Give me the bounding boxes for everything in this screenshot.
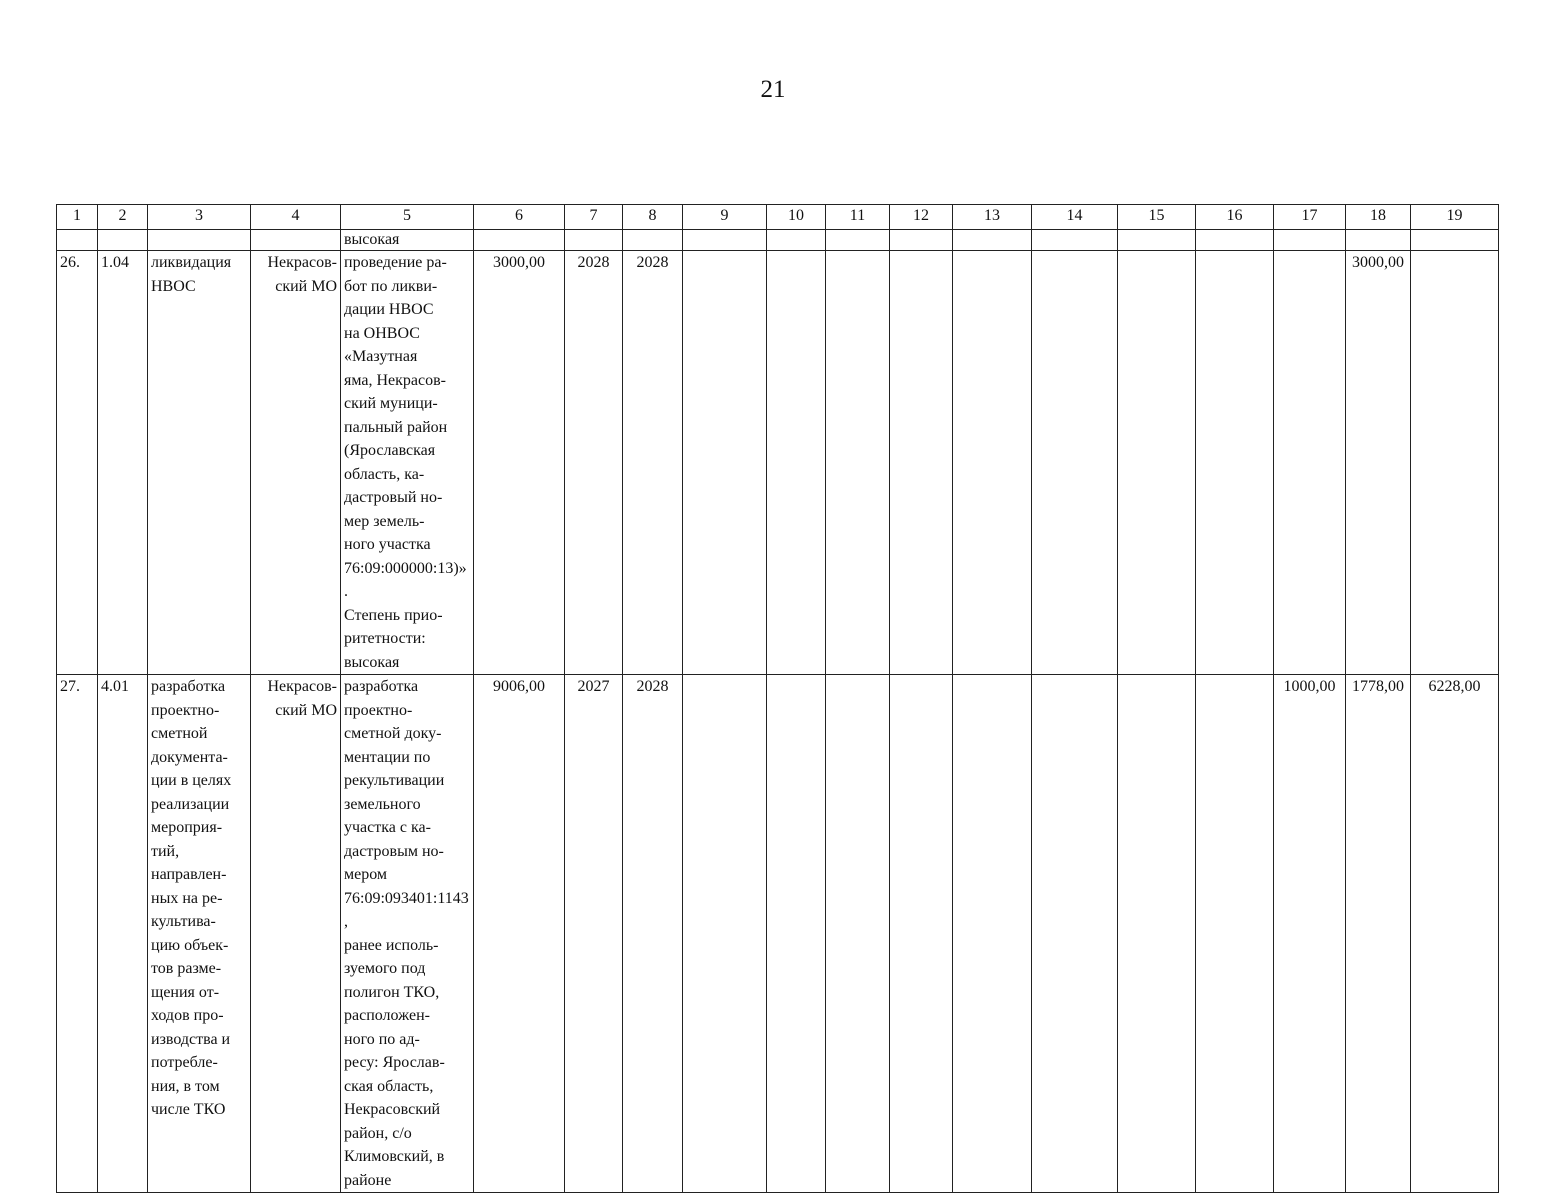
column-numbers-row bbox=[57, 205, 1499, 230]
cell-end-year bbox=[623, 230, 683, 251]
cell-col-9 bbox=[683, 230, 767, 251]
cell-total bbox=[474, 230, 565, 251]
header-cell: 2 bbox=[98, 205, 148, 230]
cell-col-18 bbox=[1346, 230, 1411, 251]
cell-col-11 bbox=[826, 675, 890, 1193]
cell-end-year: 2028 bbox=[623, 675, 683, 1193]
header-cell: 1 bbox=[57, 205, 98, 230]
cell-col-19 bbox=[1411, 230, 1499, 251]
header-cell: 7 bbox=[565, 205, 623, 230]
cell-code: 4.01 bbox=[98, 675, 148, 1193]
cell-col-13 bbox=[953, 675, 1032, 1193]
cell-code: 1.04 bbox=[98, 251, 148, 675]
page-number: 21 bbox=[760, 76, 786, 103]
header-cell: 9 bbox=[683, 205, 767, 230]
header-cell: 18 bbox=[1346, 205, 1411, 230]
cell-col-16 bbox=[1196, 675, 1274, 1193]
table-row bbox=[57, 230, 1499, 251]
cell-start-year: 2028 bbox=[565, 251, 623, 675]
table-row bbox=[57, 251, 1499, 675]
cell-total: 9006,00 bbox=[474, 675, 565, 1193]
cell-col-9 bbox=[683, 251, 767, 675]
cell-col-11 bbox=[826, 251, 890, 675]
cell-col-16 bbox=[1196, 251, 1274, 675]
header-cell: 13 bbox=[953, 205, 1032, 230]
header-cell: 3 bbox=[148, 205, 251, 230]
cell-col-10 bbox=[767, 675, 826, 1193]
cell-col-10 bbox=[767, 251, 826, 675]
program-table bbox=[56, 204, 1499, 1193]
header-cell: 12 bbox=[890, 205, 953, 230]
cell-col-19: 6228,00 bbox=[1411, 675, 1499, 1193]
cell-col-17 bbox=[1274, 251, 1346, 675]
cell-col-14 bbox=[1032, 675, 1118, 1193]
cell-col-14 bbox=[1032, 230, 1118, 251]
cell-col-12 bbox=[890, 675, 953, 1193]
table-row bbox=[57, 675, 1499, 1193]
cell-col-13 bbox=[953, 230, 1032, 251]
cell-col-12 bbox=[890, 230, 953, 251]
cell-municipality: Некрасов- ский МО bbox=[251, 251, 341, 675]
cell-total: 3000,00 bbox=[474, 251, 565, 675]
cell-number: 27. bbox=[57, 675, 98, 1193]
header-cell: 15 bbox=[1118, 205, 1196, 230]
cell-description: проведение ра- бот по ликви- дации НВОС на ОНВОС «Мазутная яма, Некрасов- ский муници- пальный район (Ярославская область, ка- дастровый но- мер земель- ного участка 76:09:000000:13)». Степень прио- ритетности: высокая bbox=[341, 251, 474, 675]
cell-description: высокая bbox=[341, 230, 474, 251]
header-cell: 6 bbox=[474, 205, 565, 230]
cell-col-15 bbox=[1118, 675, 1196, 1193]
header-cell: 19 bbox=[1411, 205, 1499, 230]
cell-col-11 bbox=[826, 230, 890, 251]
cell-col-18: 1778,00 bbox=[1346, 675, 1411, 1193]
header-cell: 17 bbox=[1274, 205, 1346, 230]
header-cell: 8 bbox=[623, 205, 683, 230]
cell-code bbox=[98, 230, 148, 251]
header-cell: 11 bbox=[826, 205, 890, 230]
header-cell: 16 bbox=[1196, 205, 1274, 230]
cell-municipality bbox=[251, 230, 341, 251]
cell-col-13 bbox=[953, 251, 1032, 675]
cell-end-year: 2028 bbox=[623, 251, 683, 675]
cell-col-18: 3000,00 bbox=[1346, 251, 1411, 675]
cell-start-year bbox=[565, 230, 623, 251]
cell-col-9 bbox=[683, 675, 767, 1193]
cell-col-15 bbox=[1118, 251, 1196, 675]
cell-col-17: 1000,00 bbox=[1274, 675, 1346, 1193]
cell-col-12 bbox=[890, 251, 953, 675]
cell-measure bbox=[148, 230, 251, 251]
cell-col-15 bbox=[1118, 230, 1196, 251]
cell-municipality: Некрасов- ский МО bbox=[251, 675, 341, 1193]
header-cell: 5 bbox=[341, 205, 474, 230]
cell-number: 26. bbox=[57, 251, 98, 675]
cell-col-17 bbox=[1274, 230, 1346, 251]
header-cell: 4 bbox=[251, 205, 341, 230]
cell-measure: ликвидация НВОС bbox=[148, 251, 251, 675]
cell-description: разработка проектно- сметной доку- ментации по рекультивации земельного участка с ка- дастровым но- мером 76:09:093401:1143, ранее исполь- зуемого под полигон ТКО, расположен- ного по ад- ресу: Ярослав- ская область, Некрасовский район, с/о Климовский, в районе bbox=[341, 675, 474, 1193]
cell-col-10 bbox=[767, 230, 826, 251]
header-cell: 14 bbox=[1032, 205, 1118, 230]
header-cell: 10 bbox=[767, 205, 826, 230]
cell-number bbox=[57, 230, 98, 251]
cell-col-19 bbox=[1411, 251, 1499, 675]
cell-col-16 bbox=[1196, 230, 1274, 251]
cell-start-year: 2027 bbox=[565, 675, 623, 1193]
cell-measure: разработка проектно- сметной документа- ции в целях реализации мероприя- тий, направлен- ных на ре- культива- цию объек- тов разме- щения от- ходов про- изводства и потребле- ния, в том числе ТКО bbox=[148, 675, 251, 1193]
cell-col-14 bbox=[1032, 251, 1118, 675]
